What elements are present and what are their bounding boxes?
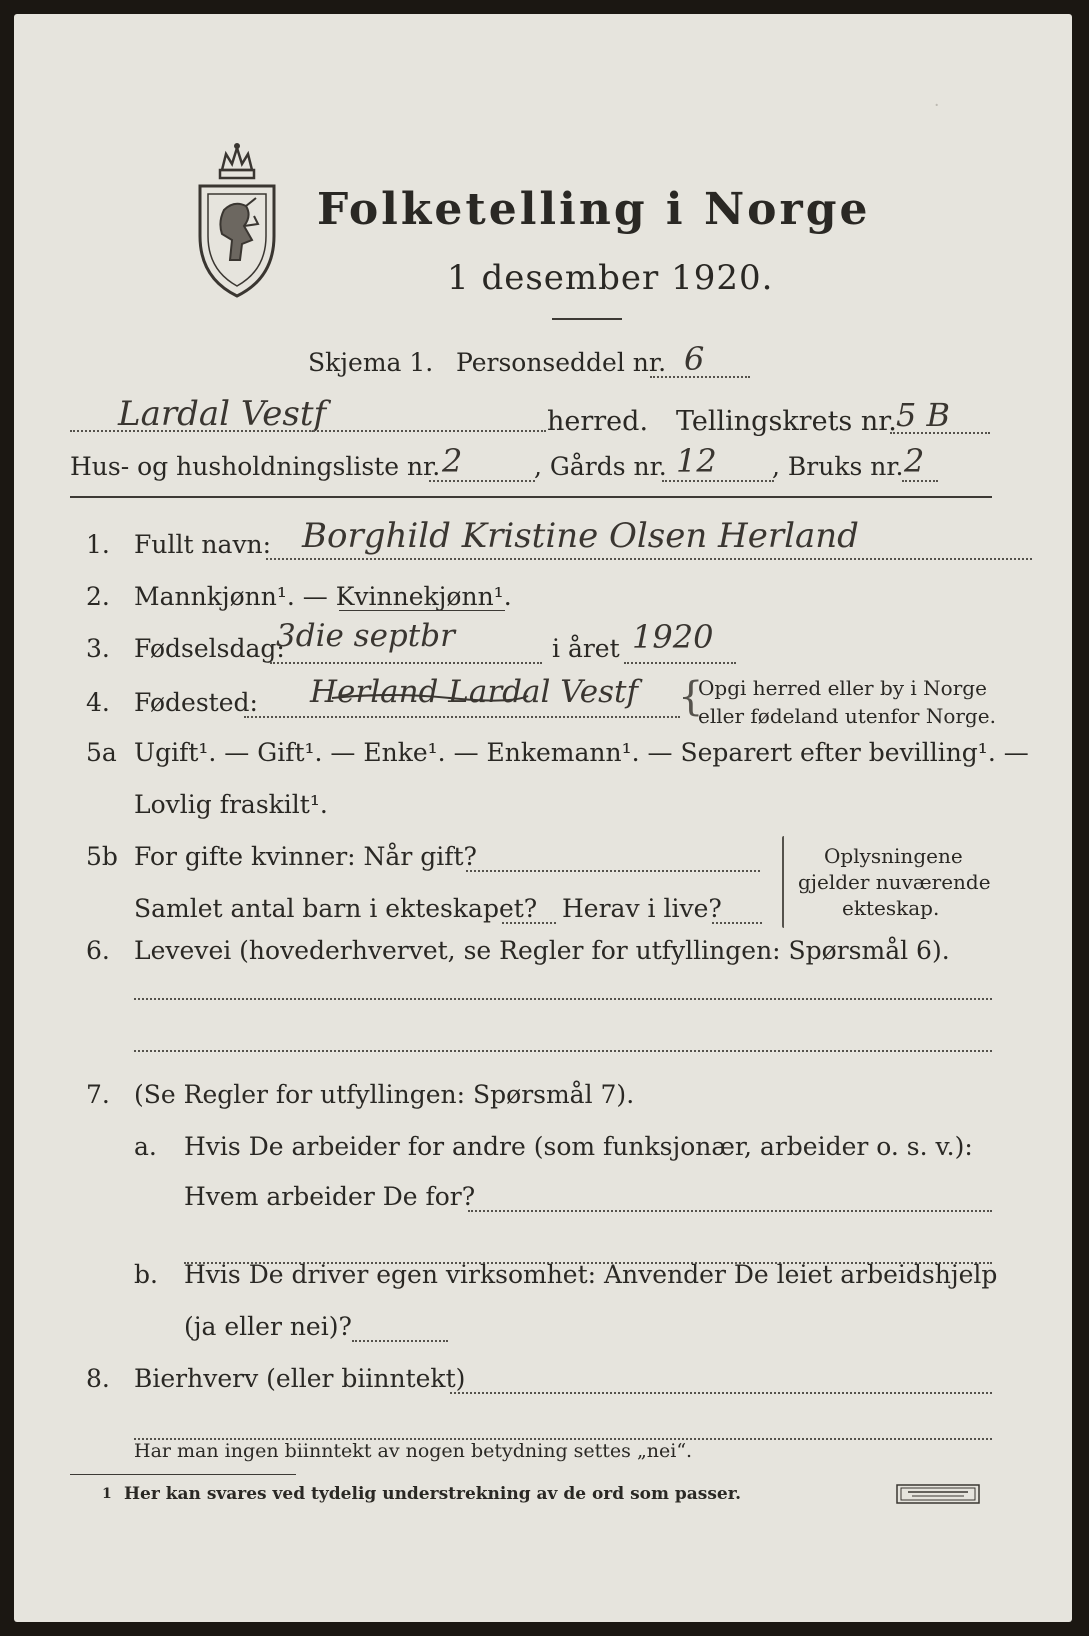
q5b-children-label: Samlet antal barn i ekteskapet? bbox=[134, 894, 538, 923]
occupation-line-1[interactable] bbox=[134, 998, 992, 1000]
q4-label: Fødested: bbox=[134, 688, 258, 717]
sex-options: Mannkjønn¹. — Kvinnekjønn¹. bbox=[134, 582, 512, 611]
side-income-note: Har man ingen biinntekt av nogen betydning settes „nei“. bbox=[134, 1440, 693, 1462]
q5b-note-3: ekteskap. bbox=[842, 896, 940, 920]
form-subtitle: 1 desember 1920. bbox=[447, 258, 774, 298]
personseddel-value[interactable]: 6 bbox=[684, 340, 705, 378]
q5b-note-2: gjelder nuværende bbox=[798, 870, 991, 894]
norwegian-lion-coat-of-arms-icon bbox=[194, 140, 280, 300]
tellingskrets-label: Tellingskrets nr. bbox=[676, 406, 897, 437]
hired-help-field[interactable] bbox=[352, 1340, 448, 1342]
q3-year-label: i året bbox=[552, 634, 620, 663]
q7a-employer-label: Hvem arbeider De for? bbox=[184, 1182, 476, 1211]
hus-value[interactable]: 2 bbox=[442, 442, 463, 480]
q7b-yes-no-label: (ja eller nei)? bbox=[184, 1312, 352, 1341]
q5b-note-1: Oplysningene bbox=[824, 844, 963, 868]
tellingskrets-value[interactable]: 5 B bbox=[896, 396, 951, 434]
form-title: Folketelling i Norge bbox=[317, 184, 871, 235]
birthplace-note-2: eller fødeland utenfor Norge. bbox=[698, 704, 996, 728]
birthplace-value[interactable]: Herland Lardal Vestf bbox=[310, 674, 638, 710]
q7a-label: Hvis De arbeider for andre (som funksjonær, arbeider o. s. v.): bbox=[184, 1132, 973, 1161]
birthplace-strikethrough bbox=[330, 690, 530, 704]
q5a-number: 5a bbox=[86, 738, 117, 767]
title-divider bbox=[552, 318, 622, 320]
hus-label: Hus- og husholdningsliste nr. bbox=[70, 452, 441, 481]
bruks-value[interactable]: 2 bbox=[904, 442, 925, 480]
header-rule bbox=[70, 496, 992, 498]
occupation-line-2[interactable] bbox=[134, 1050, 992, 1052]
q7b-label: Hvis De driver egen virksomhet: Anvender De leiet arbeidshjelp bbox=[184, 1260, 998, 1289]
q8-number: 8. bbox=[86, 1364, 110, 1393]
q1-number: 1. bbox=[86, 530, 110, 559]
printer-stamp-icon bbox=[896, 1484, 980, 1504]
full-name-value[interactable]: Borghild Kristine Olsen Herland bbox=[302, 516, 859, 556]
q6-number: 6. bbox=[86, 936, 110, 965]
personseddel-label: Personseddel nr. bbox=[456, 348, 667, 377]
skjema-label: Skjema 1. bbox=[308, 348, 434, 377]
footnote-mark: 1 bbox=[102, 1486, 112, 1502]
footnote-text: Her kan svares ved tydelig understrekning av de ord som passer. bbox=[124, 1484, 742, 1504]
q3-label: Fødselsdag: bbox=[134, 634, 285, 663]
q7a-letter: a. bbox=[134, 1132, 157, 1161]
footnote-rule bbox=[70, 1474, 296, 1475]
q1-label: Fullt navn: bbox=[134, 530, 272, 559]
herred-value[interactable]: Lardal Vestf bbox=[118, 394, 327, 434]
birthplace-note-1: Opgi herred eller by i Norge bbox=[698, 676, 987, 700]
herred-label: herred. bbox=[547, 406, 649, 437]
q7-label: (Se Regler for utfyllingen: Spørsmål 7). bbox=[134, 1080, 635, 1109]
q5b-number: 5b bbox=[86, 842, 118, 871]
marital-status-options-2: Lovlig fraskilt¹. bbox=[134, 790, 328, 819]
employer-field[interactable] bbox=[468, 1210, 992, 1212]
side-income-field[interactable] bbox=[450, 1392, 992, 1394]
q7b-letter: b. bbox=[134, 1260, 158, 1289]
q2-number: 2. bbox=[86, 582, 110, 611]
gards-value[interactable]: 12 bbox=[676, 442, 717, 480]
q7-number: 7. bbox=[86, 1080, 110, 1109]
q5b-alive-label: Herav i live? bbox=[562, 894, 722, 923]
q3-number: 3. bbox=[86, 634, 110, 663]
birthdate-value[interactable]: 3die septbr bbox=[276, 618, 455, 654]
q4-number: 4. bbox=[86, 688, 110, 717]
gards-label: , Gårds nr. bbox=[534, 452, 667, 481]
birthyear-value[interactable]: 1920 bbox=[632, 618, 714, 656]
side-income-label: Bierhverv (eller biinntekt) bbox=[134, 1364, 466, 1393]
q5b-label: For gifte kvinner: Når gift? bbox=[134, 842, 477, 871]
census-form-page: Folketelling i Norge 1 desember 1920. · Skjema 1. Personseddel nr. 6 Lardal Vestf herred. Tellingskrets nr. 5 B Hus- og husholdningsliste nr. 2 , Gårds nr. 12 , Bruks nr. 2 1. Fullt navn: Borghild Kristine Olsen Herland 2. Mannkjønn¹. — Kvinnekjønn¹. 3. Fødselsdag: 3die septbr i året 1920 4. Fødested: Herland Lardal Vestf { Opgi herred eller by i Norge eller fødeland utenfor Norge. 5a Ugift¹. — Gift¹. — Enke¹. — Enkemann¹. — Separert efter bevilling¹. — Lovlig fraskilt¹. 5b For gifte kvinner: Når gift? Samlet antal barn i ekteskapet? Herav i live? Oplysningene gjelder nuværende ekteskap. 6. Levevei (hovederhvervet, se Regler for utfyllingen: Spørsmål 6). 7. (Se Regler for utfyllingen: Spørsmål 7). a. Hvis De arbeider for andre (som funksjonær, arbeider o. s. v.): Hvem arbeider De for? b. Hvis De driver egen virksomhet: Anvender De leiet arbeidshjelp (ja eller nei)? 8. Bierhverv (eller biinntekt) Har man ingen biinntekt av nogen betydning settes „nei“. 1 Her kan svares ved tydelig understrekning av de ord som passer. bbox=[14, 14, 1072, 1622]
marital-status-options: Ugift¹. — Gift¹. — Enke¹. — Enkemann¹. — Separert efter bevilling¹. — bbox=[134, 738, 1029, 767]
occupation-label: Levevei (hovederhvervet, se Regler for utfyllingen: Spørsmål 6). bbox=[134, 936, 950, 965]
kvinnekjonn-underline bbox=[339, 610, 505, 611]
bruks-label: , Bruks nr. bbox=[772, 452, 904, 481]
